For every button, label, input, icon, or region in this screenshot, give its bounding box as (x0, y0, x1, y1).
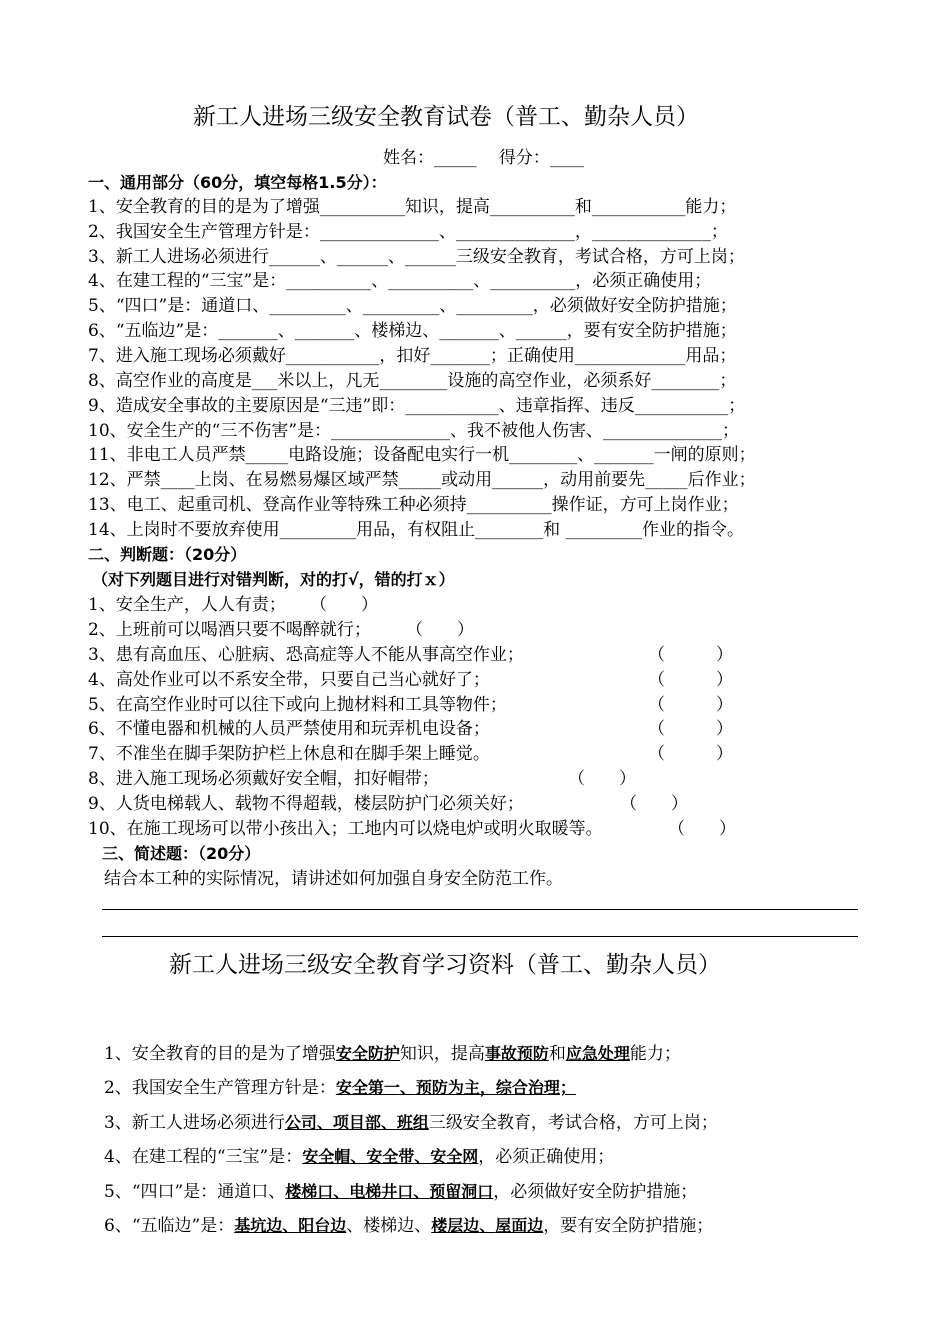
judge-bracket: （ ） (310, 595, 378, 615)
study-text: ，必须正确使用； (478, 1147, 615, 1167)
study-answer: 、 (333, 1182, 350, 1201)
fill-question: 11、非电工人员严禁_____电路设施；设备配电实行一机________、_______一闸的原则； (88, 445, 756, 465)
study-text: 1、安全教育的目的是为了增强 (104, 1044, 336, 1064)
study-item (104, 1215, 713, 1237)
judge-bracket: （ ） (648, 645, 733, 665)
study-item (104, 1112, 718, 1134)
fill-question: 1、安全教育的目的是为了增强__________知识，提高__________和___________能力； (88, 197, 737, 217)
judge-bracket: （ ） (648, 744, 733, 764)
judge-question: 6、不懂电器和机械的人员严禁使用和玩弄机电设备； (88, 719, 490, 739)
study-answer: 综合治理 (495, 1078, 560, 1097)
study-title: 新工人进场三级安全教育学习资料（普工、勤杂人员） (169, 952, 721, 978)
study-answer: 、 (282, 1216, 299, 1235)
study-answer: 、 (413, 1182, 430, 1201)
judge-bracket: （ ） (648, 695, 733, 715)
study-answer: 屋面边 (495, 1216, 544, 1235)
study-answer: 楼层边 (431, 1216, 480, 1235)
study-answer: 、 (414, 1147, 431, 1166)
study-text: 知识，提高 (399, 1044, 485, 1064)
study-answer: 应急处理 (565, 1044, 630, 1063)
study-item (104, 1146, 614, 1168)
study-text: 三级安全教育，考试合格，方可上岗； (428, 1113, 718, 1133)
judge-question: 1、安全生产，人人有责； (88, 595, 286, 615)
study-text: 4、在建工程的“三宝”是： (104, 1147, 303, 1167)
study-answer: 预防为主 (415, 1078, 480, 1097)
study-answer: 基坑边 (234, 1216, 283, 1235)
study-text: ，必须做好安全防护措施； (493, 1182, 698, 1202)
study-text: 能力； (629, 1044, 681, 1064)
judge-bracket: （ ） (648, 719, 733, 739)
judge-question: 5、在高空作业时可以往下或向上抛材料和工具等物件； (88, 695, 507, 715)
judge-question: 9、人货电梯载人、载物不得超载，楼层防护门必须关好； (88, 794, 524, 814)
fill-question: 8、高空作业的高度是___米以上，凡无________设施的高空作业，必须系好________； (88, 371, 737, 391)
judge-bracket: （ ） (406, 620, 474, 640)
fill-question: 12、严禁____上岗、在易燃易爆区域严禁_____或动用______，动用前要先_____后作业； (88, 470, 756, 490)
answer-line (102, 909, 858, 910)
study-text: ，要有安全防护措施； (543, 1216, 714, 1236)
judge-bracket: （ ） (648, 670, 733, 690)
section2-instruction: （对下列题目进行对错判断，对的打√，错的打ｘ） (92, 570, 455, 589)
judge-question: 4、高处作业可以不系安全带，只要自己当心就好了； (88, 670, 490, 690)
section1-header: 一、通用部分（60分，填空每格1.5分）： (88, 173, 387, 192)
study-text: 、楼梯边、 (346, 1216, 432, 1236)
study-answer: ， (479, 1078, 496, 1097)
fill-question: 5、“四口”是：通道口、_________、_________、_________，必须做好安全防护措施； (88, 296, 737, 316)
judge-question: 8、进入施工现场必须戴好安全帽，扣好帽带； (88, 769, 439, 789)
study-item (104, 1181, 697, 1203)
section3-header: 三、简述题：（20分） (102, 844, 261, 863)
fill-question: 4、在建工程的“三宝”是：__________、__________、__________，必须正确使用； (88, 271, 712, 291)
section2-header: 二、判断题：（20分） (88, 545, 247, 564)
fill-question: 13、电工、起重司机、登高作业等特殊工种必须持__________操作证，方可上岗作业； (88, 495, 739, 515)
study-text: 5、“四口”是：通道口、 (104, 1182, 286, 1202)
study-item (104, 1043, 681, 1065)
study-answer: 电梯井口 (349, 1182, 414, 1201)
study-answer: 安全第一 (335, 1078, 400, 1097)
name-score-line: 姓名：_____ 得分：____ (383, 148, 584, 168)
study-answer: 楼梯口 (285, 1182, 334, 1201)
study-answer: 阳台边 (298, 1216, 347, 1235)
study-answer: 预留洞口 (429, 1182, 494, 1201)
study-answer: 事故预防 (484, 1044, 549, 1063)
study-answer: 、 (479, 1216, 496, 1235)
judge-question: 10、在施工现场可以带小孩出入；工地内可以烧电炉或明火取暖等。 (88, 819, 603, 839)
study-answer: 安全帽 (302, 1147, 351, 1166)
judge-bracket: （ ） (668, 819, 736, 839)
study-answer: 班组 (396, 1113, 429, 1132)
study-answer: 、 (399, 1078, 416, 1097)
study-item (104, 1077, 576, 1099)
judge-bracket: （ ） (620, 794, 688, 814)
section3-prompt: 结合本工种的实际情况，请讲述如何加强自身安全防范工作。 (104, 869, 563, 889)
study-text: 3、新工人进场必须进行 (104, 1113, 285, 1133)
fill-question: 9、造成安全事故的主要原因是“三违”即：___________、违章指挥、违反___________； (88, 396, 746, 416)
judge-question: 3、患有高血压、心脏病、恐高症等人不能从事高空作业； (88, 645, 524, 665)
fill-question: 3、新工人进场必须进行______、______、______三级安全教育，考试合格，方可上岗； (88, 247, 745, 267)
fill-question: 6、“五临边”是：_______、_______、楼梯边、_______、______，要有安全防护措施； (88, 321, 737, 341)
study-answer: 安全网 (430, 1147, 479, 1166)
fill-question: 10、安全生产的“三不伤害”是：______________、我不被他人伤害、______________； (88, 421, 740, 441)
study-text: 2、我国安全生产管理方针是： (104, 1078, 336, 1098)
judge-bracket: （ ） (568, 769, 636, 789)
fill-question: 14、上岗时不要放弃使用_________用品，有权阻止________和 _________作业的指令。 (88, 520, 745, 540)
study-answer: 公司 (284, 1113, 317, 1132)
judge-question: 7、不准坐在脚手架防护栏上休息和在脚手架上睡觉。 (88, 744, 490, 764)
study-answer: 、 (316, 1113, 333, 1132)
study-answer: 、 (380, 1113, 397, 1132)
study-answer: 项目部 (332, 1113, 381, 1132)
study-text: 和 (548, 1044, 566, 1064)
fill-question: 2、我国安全生产管理方针是：______________、______________，______________； (88, 222, 728, 242)
judge-question: 2、上班前可以喝酒只要不喝醉就行； (88, 620, 371, 640)
exam-title: 新工人进场三级安全教育试卷（普工、勤杂人员） (193, 104, 699, 130)
study-answer: 安全带 (366, 1147, 415, 1166)
study-answer: 、 (350, 1147, 367, 1166)
fill-question: 7、进入施工现场必须戴好___________，扣好_______；正确使用_____________用品； (88, 346, 737, 366)
study-answer: ； (559, 1078, 576, 1097)
study-text: 6、“五临边”是： (104, 1216, 235, 1236)
study-answer: 安全防护 (335, 1044, 400, 1063)
answer-line (102, 936, 858, 937)
